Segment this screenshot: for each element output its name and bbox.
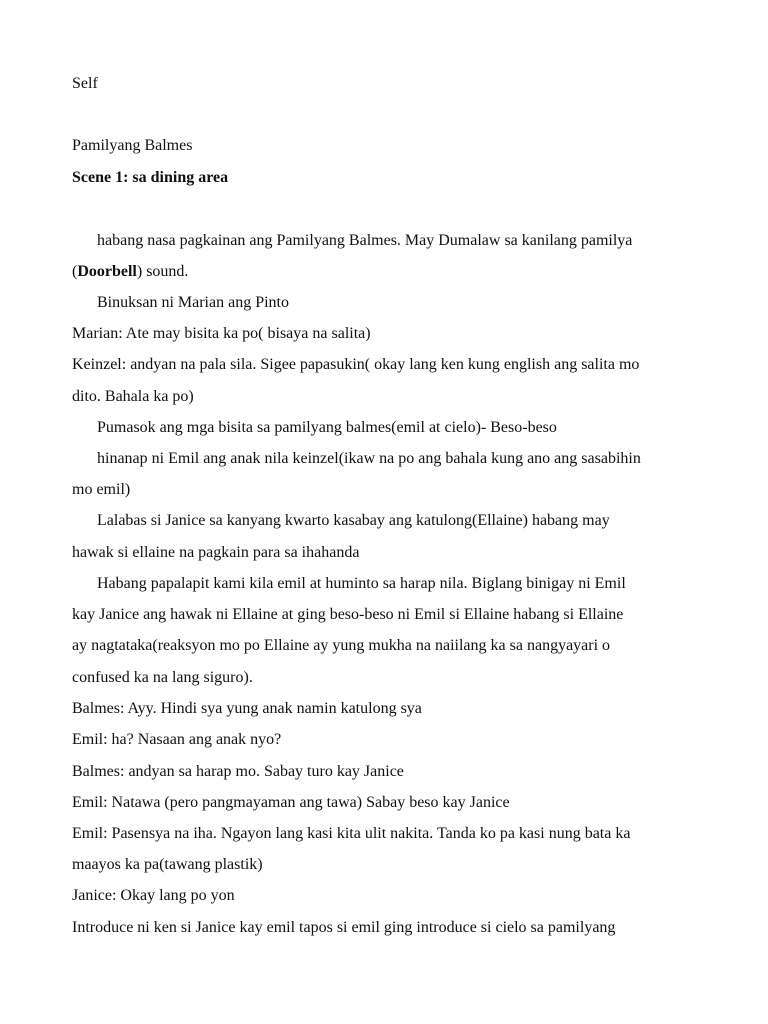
script-line: Lalabas si Janice sa kanyang kwarto kasabay ang katulong(Ellaine) habang may <box>97 512 610 529</box>
script-line: kay Janice ang hawak ni Ellaine at ging beso-beso ni Emil si Ellaine habang si Ellaine <box>72 606 624 623</box>
script-line: Balmes: andyan sa harap mo. Sabay turo kay Janice <box>72 763 404 780</box>
paren-open: ( <box>72 263 78 280</box>
script-line: Introduce ni ken si Janice kay emil tapos si emil ging introduce si cielo sa pamilyang <box>72 919 616 936</box>
script-line: mo emil) <box>72 481 131 498</box>
script-line: maayos ka pa(tawang plastik) <box>72 856 263 873</box>
script-line: Emil: ha? Nasaan ang anak nyo? <box>72 731 282 748</box>
script-line: hinanap ni Emil ang anak nila keinzel(ikaw na po ang bahala kung ano ang sasabihin <box>97 450 641 467</box>
script-line: hawak si ellaine na pagkain para sa ihahanda <box>72 544 360 561</box>
script-line: Balmes: Ayy. Hindi sya yung anak namin katulong sya <box>72 700 422 717</box>
paren-rest: ) sound. <box>136 263 189 280</box>
script-line: ay nagtataka(reaksyon mo po Ellaine ay yung mukha na naiilang ka sa nangyayari o <box>72 637 611 654</box>
scene-title: Scene 1: sa dining area <box>72 169 229 186</box>
script-line: confused ka na lang siguro). <box>72 669 253 686</box>
script-line: Marian: Ate may bisita ka po( bisaya na salita) <box>72 325 371 342</box>
script-line: Habang papalapit kami kila emil at huminto sa harap nila. Biglang binigay ni Emil <box>97 575 626 592</box>
script-line: Binuksan ni Marian ang Pinto <box>97 294 289 311</box>
script-line: Emil: Natawa (pero pangmayaman ang tawa) Sabay beso kay Janice <box>72 794 510 811</box>
doorbell-bold: Doorbell <box>77 263 137 280</box>
script-line-doorbell <box>72 262 188 282</box>
document-header: Self <box>72 75 98 92</box>
script-line: Emil: Pasensya na iha. Ngayon lang kasi kita ulit nakita. Tanda ko pa kasi nung bata ka <box>72 825 631 842</box>
script-line: habang nasa pagkainan ang Pamilyang Balmes. May Dumalaw sa kanilang pamilya <box>97 232 633 249</box>
family-title: Pamilyang Balmes <box>72 137 193 154</box>
script-line: dito. Bahala ka po) <box>72 388 194 405</box>
script-line: Janice: Okay lang po yon <box>72 887 235 904</box>
script-line: Keinzel: andyan na pala sila. Sigee papasukin( okay lang ken kung english ang salita mo <box>72 356 640 373</box>
script-line: Pumasok ang mga bisita sa pamilyang balmes(emil at cielo)- Beso-beso <box>97 419 557 436</box>
